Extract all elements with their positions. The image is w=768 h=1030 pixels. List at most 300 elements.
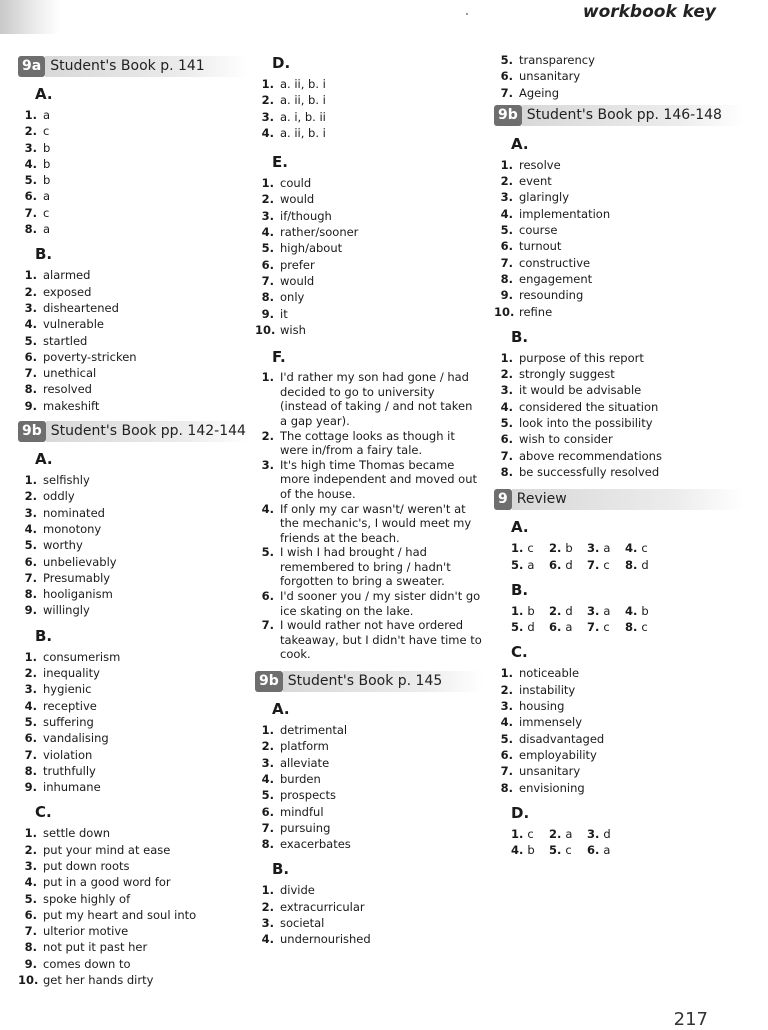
item-number: 1. bbox=[261, 77, 274, 91]
item-answer: prefer bbox=[280, 257, 315, 272]
item-answer: suffering bbox=[43, 714, 94, 729]
item-number: 6. bbox=[24, 731, 37, 746]
page-header-title: workbook key bbox=[582, 2, 716, 22]
item-number: 2. bbox=[549, 826, 562, 841]
item-number: 4. bbox=[625, 603, 638, 618]
item-number: 8. bbox=[625, 557, 638, 572]
item-number: 8. bbox=[500, 271, 513, 286]
answer-item bbox=[255, 370, 483, 428]
item-answer: wish bbox=[280, 322, 306, 337]
item-number: 2. bbox=[261, 739, 274, 754]
item-number: 3. bbox=[24, 858, 37, 873]
item-answer: The cottage looks as though it were in/from a fairy tale. bbox=[280, 428, 455, 458]
answer-item bbox=[18, 907, 248, 923]
answer-grid-cell bbox=[625, 557, 663, 573]
answer-item bbox=[255, 257, 483, 273]
item-answer: unsanitary bbox=[519, 764, 581, 779]
item-answer: b bbox=[565, 541, 573, 556]
item-number: 1. bbox=[261, 370, 274, 385]
item-answer: not put it past her bbox=[43, 940, 148, 955]
item-number: 2. bbox=[24, 842, 37, 857]
unit-badge: 9b bbox=[255, 671, 283, 692]
answer-item bbox=[255, 502, 483, 546]
answer-item bbox=[494, 85, 744, 101]
unit-badge: 9 bbox=[494, 489, 512, 510]
item-number: 6. bbox=[549, 557, 562, 572]
answer-grid-cell bbox=[549, 842, 587, 858]
item-answer: consumerism bbox=[43, 649, 121, 664]
answer-item bbox=[18, 586, 248, 602]
answer-item bbox=[255, 545, 483, 589]
item-number: 3. bbox=[24, 505, 37, 520]
answer-item bbox=[18, 649, 248, 665]
item-number: 8. bbox=[24, 940, 37, 955]
answer-item bbox=[494, 206, 744, 222]
item-answer: a bbox=[603, 843, 611, 858]
answer-item bbox=[18, 156, 248, 172]
item-answer: be successfully resolved bbox=[519, 464, 660, 479]
item-number: 5. bbox=[24, 173, 37, 188]
answer-grid-cell bbox=[549, 826, 587, 842]
unit-heading-9b bbox=[18, 420, 248, 442]
item-number: 6. bbox=[500, 747, 513, 762]
answer-grid-cell bbox=[625, 540, 663, 556]
answer-item bbox=[18, 779, 248, 795]
item-answer: settle down bbox=[43, 826, 111, 841]
item-answer: transparency bbox=[519, 53, 595, 67]
item-number: 8. bbox=[261, 837, 274, 852]
page-number: 217 bbox=[673, 1009, 708, 1030]
answer-list bbox=[494, 350, 744, 480]
unit-heading-9a bbox=[18, 55, 248, 77]
item-answer: c bbox=[527, 541, 534, 556]
item-answer: disheartened bbox=[43, 300, 119, 315]
unit-title: Student's Book p. 141 bbox=[45, 56, 248, 77]
answer-item bbox=[494, 431, 744, 447]
item-answer: envisioning bbox=[519, 780, 585, 795]
answer-grid-cell bbox=[587, 603, 625, 619]
answer-list bbox=[255, 882, 483, 947]
answer-item bbox=[18, 698, 248, 714]
item-number: 4. bbox=[500, 399, 513, 414]
answer-grid-row bbox=[511, 557, 744, 573]
unit-badge: 9b bbox=[18, 421, 46, 442]
item-number: 5. bbox=[24, 538, 37, 553]
answer-grid-cell bbox=[625, 619, 663, 635]
answer-item bbox=[494, 238, 744, 254]
item-number: 8. bbox=[625, 620, 638, 635]
item-answer: Ageing bbox=[519, 85, 560, 100]
item-answer: considered the situation bbox=[519, 399, 659, 414]
item-answer: platform bbox=[280, 739, 329, 754]
answer-item bbox=[18, 747, 248, 763]
item-answer: extracurricular bbox=[280, 899, 365, 914]
item-number: 4. bbox=[500, 715, 513, 730]
item-answer: c bbox=[527, 826, 534, 841]
answer-item bbox=[18, 188, 248, 204]
answer-item bbox=[494, 665, 744, 681]
answer-item bbox=[494, 382, 744, 398]
item-number: 6. bbox=[24, 554, 37, 569]
item-number: 6. bbox=[500, 239, 513, 254]
item-answer: unethical bbox=[43, 366, 97, 381]
item-answer: would bbox=[280, 273, 315, 288]
answer-item bbox=[494, 698, 744, 714]
item-number: 2. bbox=[24, 124, 37, 139]
item-number: 1. bbox=[24, 649, 37, 664]
item-answer: a. ii, b. i bbox=[280, 125, 326, 140]
answer-item bbox=[494, 415, 744, 431]
item-number: 2. bbox=[24, 284, 37, 299]
item-number: 3. bbox=[500, 190, 513, 205]
item-answer: a bbox=[527, 557, 535, 572]
item-answer: housing bbox=[519, 699, 565, 714]
item-number: 5. bbox=[24, 891, 37, 906]
item-answer: truthfully bbox=[43, 763, 96, 778]
item-number: 3. bbox=[261, 916, 274, 930]
item-number: 7. bbox=[24, 924, 37, 939]
answer-item bbox=[255, 273, 483, 289]
item-answer: Presumably bbox=[43, 570, 111, 585]
item-number: 8. bbox=[500, 464, 513, 479]
item-number: 3. bbox=[261, 208, 274, 223]
answer-item bbox=[494, 350, 744, 366]
item-number: 6. bbox=[500, 432, 513, 447]
unit-heading-9b-145 bbox=[255, 670, 483, 692]
item-number: 2. bbox=[500, 174, 513, 189]
answer-item bbox=[255, 109, 483, 125]
item-number: 3. bbox=[500, 699, 513, 714]
answer-item bbox=[255, 618, 483, 662]
item-number: 4. bbox=[24, 521, 37, 536]
item-answer: c bbox=[43, 205, 50, 220]
item-answer: could bbox=[280, 176, 312, 191]
item-answer: d bbox=[641, 557, 649, 572]
item-number: 4. bbox=[511, 843, 524, 858]
item-answer: exacerbates bbox=[280, 837, 351, 852]
answer-list bbox=[255, 370, 483, 662]
answer-item bbox=[494, 747, 744, 763]
item-number: 2. bbox=[500, 367, 513, 382]
answer-item bbox=[18, 681, 248, 697]
item-number: 8. bbox=[261, 290, 274, 305]
item-number: 1. bbox=[511, 603, 524, 618]
answer-item bbox=[18, 381, 248, 397]
item-number: 5. bbox=[500, 53, 513, 67]
item-number: 6. bbox=[24, 189, 37, 204]
section-letter: B. bbox=[35, 626, 53, 645]
answer-list bbox=[18, 267, 248, 414]
answer-item bbox=[494, 157, 744, 173]
item-number: 3. bbox=[587, 603, 600, 618]
item-answer: strongly suggest bbox=[519, 367, 615, 382]
answer-grid-row bbox=[511, 603, 744, 619]
item-answer: receptive bbox=[43, 698, 97, 713]
answer-item bbox=[18, 472, 248, 488]
item-number: 3. bbox=[24, 300, 37, 315]
item-number: 5. bbox=[261, 788, 274, 803]
item-answer: inhumane bbox=[43, 780, 101, 795]
item-number: 4. bbox=[261, 771, 274, 786]
item-answer: glaringly bbox=[519, 190, 570, 205]
item-answer: it bbox=[280, 306, 288, 321]
item-number: 4. bbox=[261, 932, 274, 947]
item-number: 7. bbox=[500, 85, 513, 100]
item-answer: divide bbox=[280, 883, 315, 898]
item-answer: detrimental bbox=[280, 723, 348, 738]
item-number: 3. bbox=[24, 682, 37, 697]
answer-item bbox=[494, 271, 744, 287]
item-answer: put your mind at ease bbox=[43, 842, 171, 857]
item-answer: engagement bbox=[519, 271, 593, 286]
item-number: 5. bbox=[261, 241, 274, 256]
item-answer: b bbox=[43, 140, 51, 155]
item-answer: disadvantaged bbox=[519, 731, 605, 746]
item-number: 4. bbox=[261, 225, 274, 240]
item-number: 1. bbox=[24, 268, 37, 283]
item-number: 1. bbox=[261, 176, 274, 191]
item-number: 7. bbox=[500, 255, 513, 270]
item-number: 7. bbox=[24, 205, 37, 220]
answer-item bbox=[255, 76, 483, 92]
section-letter: A. bbox=[35, 85, 53, 103]
answer-item bbox=[18, 537, 248, 553]
answer-item bbox=[18, 956, 248, 972]
item-number: 5. bbox=[24, 333, 37, 348]
unit-heading-9b-146 bbox=[494, 105, 744, 127]
answer-item bbox=[18, 205, 248, 221]
item-answer: burden bbox=[280, 771, 321, 786]
item-number: 6. bbox=[261, 257, 274, 272]
answer-item bbox=[255, 722, 483, 738]
answer-item bbox=[18, 858, 248, 874]
item-number: 2. bbox=[549, 603, 562, 618]
item-number: 1. bbox=[24, 108, 37, 122]
answer-item bbox=[494, 399, 744, 415]
answer-item bbox=[18, 365, 248, 381]
item-answer: a. i, b. ii bbox=[280, 109, 326, 124]
answer-item bbox=[18, 284, 248, 300]
item-number: 6. bbox=[261, 804, 274, 819]
item-answer: I wish I had brought / had remembered to bring / hadn't forgotten to bring a sweater. bbox=[280, 545, 451, 589]
item-number: 1. bbox=[261, 723, 274, 738]
item-answer: above recommendations bbox=[519, 448, 662, 463]
item-number: 8. bbox=[24, 587, 37, 602]
item-number: 8. bbox=[500, 780, 513, 795]
answer-item bbox=[255, 208, 483, 224]
section-letter: C. bbox=[35, 803, 52, 822]
item-number: 9. bbox=[261, 306, 274, 321]
item-number: 4. bbox=[625, 541, 638, 556]
item-answer: get her hands dirty bbox=[43, 973, 154, 988]
item-answer: implementation bbox=[519, 206, 611, 221]
item-number: 2. bbox=[261, 93, 274, 108]
item-number: 7. bbox=[500, 448, 513, 463]
item-answer: put in a good word for bbox=[43, 875, 171, 890]
item-answer: constructive bbox=[519, 255, 591, 270]
answer-item bbox=[255, 738, 483, 754]
answer-item bbox=[255, 589, 483, 618]
answer-item bbox=[18, 923, 248, 939]
item-number: 3. bbox=[261, 755, 274, 770]
item-number: 3. bbox=[500, 383, 513, 398]
item-number: 2. bbox=[24, 666, 37, 681]
item-answer: a bbox=[43, 108, 51, 122]
item-answer: comes down to bbox=[43, 956, 131, 971]
item-number: 7. bbox=[24, 366, 37, 381]
item-number: 8. bbox=[24, 382, 37, 397]
item-number: 2. bbox=[500, 682, 513, 697]
unit-title: Student's Book pp. 146-148 bbox=[522, 105, 744, 126]
item-number: 1. bbox=[500, 157, 513, 172]
answer-item bbox=[18, 398, 248, 414]
answer-item bbox=[494, 222, 744, 238]
item-answer: b bbox=[641, 603, 649, 618]
item-number: 6. bbox=[500, 69, 513, 84]
answer-item bbox=[18, 221, 248, 237]
answer-item bbox=[255, 882, 483, 898]
item-number: 7. bbox=[24, 747, 37, 762]
answer-item bbox=[18, 602, 248, 618]
answer-item bbox=[255, 289, 483, 305]
item-number: 9. bbox=[24, 956, 37, 971]
item-answer: rather/sooner bbox=[280, 225, 359, 240]
item-answer: unsanitary bbox=[519, 69, 581, 84]
unit-heading-review bbox=[494, 488, 744, 510]
item-answer: immensely bbox=[519, 715, 583, 730]
item-number: 4. bbox=[261, 501, 274, 516]
item-number: 5. bbox=[500, 731, 513, 746]
item-answer: ulterior motive bbox=[43, 924, 129, 939]
item-answer: a bbox=[565, 620, 573, 635]
answer-item bbox=[255, 92, 483, 108]
section-letter: A. bbox=[511, 518, 529, 537]
item-answer: c bbox=[43, 124, 50, 139]
answer-grid-cell bbox=[587, 540, 625, 556]
answer-grid-cell bbox=[549, 603, 587, 619]
unit-title: Review bbox=[512, 489, 744, 510]
section-letter: A. bbox=[272, 700, 290, 719]
answer-grid-row bbox=[511, 826, 744, 842]
answer-item bbox=[18, 891, 248, 907]
item-number: 2. bbox=[549, 541, 562, 556]
answer-list bbox=[18, 649, 248, 796]
answer-item bbox=[255, 306, 483, 322]
answer-grid-cell bbox=[587, 619, 625, 635]
answer-list bbox=[494, 157, 744, 320]
answer-grid-cell bbox=[511, 557, 549, 573]
answer-item bbox=[255, 175, 483, 191]
answer-list bbox=[494, 665, 744, 795]
item-answer: selfishly bbox=[43, 473, 90, 488]
answer-item bbox=[18, 316, 248, 332]
item-number: 4. bbox=[261, 125, 274, 140]
answer-grid-row bbox=[511, 540, 744, 556]
item-answer: a. ii, b. i bbox=[280, 93, 326, 108]
item-answer: c bbox=[603, 620, 610, 635]
section-letter: B. bbox=[511, 327, 529, 346]
answer-item bbox=[18, 107, 248, 123]
item-answer: b bbox=[527, 603, 535, 618]
item-answer: poverty-stricken bbox=[43, 349, 137, 364]
item-number: 3. bbox=[261, 109, 274, 124]
item-number: 6. bbox=[24, 349, 37, 364]
item-number: 1. bbox=[24, 473, 37, 488]
item-answer: put my heart and soul into bbox=[43, 907, 197, 922]
section-letter: B. bbox=[35, 245, 53, 264]
item-answer: worthy bbox=[43, 538, 83, 553]
answer-list bbox=[255, 722, 483, 852]
item-number: 10. bbox=[494, 304, 515, 319]
answer-item bbox=[18, 140, 248, 156]
item-answer: event bbox=[519, 174, 552, 189]
section-letter: B. bbox=[272, 860, 290, 879]
item-answer: hygienic bbox=[43, 682, 92, 697]
item-answer: d bbox=[565, 557, 573, 572]
item-answer: vulnerable bbox=[43, 317, 104, 332]
item-number: 1. bbox=[511, 541, 524, 556]
answer-item bbox=[255, 771, 483, 787]
item-number: 8. bbox=[24, 763, 37, 778]
item-answer: resolved bbox=[43, 382, 92, 397]
item-answer: b bbox=[43, 173, 51, 188]
item-number: 9. bbox=[24, 398, 37, 413]
item-answer: wish to consider bbox=[519, 432, 613, 447]
answer-item bbox=[255, 322, 483, 338]
answer-list bbox=[255, 175, 483, 338]
answer-item bbox=[18, 172, 248, 188]
item-answer: noticeable bbox=[519, 666, 580, 681]
item-number: 7. bbox=[587, 620, 600, 635]
answer-item bbox=[494, 68, 744, 84]
item-number: 8. bbox=[24, 222, 37, 237]
item-answer: willingly bbox=[43, 603, 90, 618]
answer-item bbox=[18, 349, 248, 365]
item-answer: c bbox=[641, 620, 648, 635]
item-answer: I would rather not have ordered takeaway, but I didn't have time to cook. bbox=[280, 618, 482, 662]
item-answer: c bbox=[603, 557, 610, 572]
answer-item bbox=[18, 939, 248, 955]
item-number: 1. bbox=[500, 666, 513, 681]
item-number: 3. bbox=[587, 541, 600, 556]
item-answer: purpose of this report bbox=[519, 350, 644, 365]
item-answer: alarmed bbox=[43, 268, 91, 283]
item-answer: instability bbox=[519, 682, 576, 697]
item-answer: look into the possibility bbox=[519, 416, 653, 431]
item-answer: c bbox=[641, 541, 648, 556]
answer-item bbox=[18, 714, 248, 730]
answer-item bbox=[494, 255, 744, 271]
item-answer: nominated bbox=[43, 505, 105, 520]
answer-item bbox=[494, 366, 744, 382]
answer-grid-cell bbox=[549, 557, 587, 573]
answer-grid-cell bbox=[511, 826, 549, 842]
answer-grid-row bbox=[511, 842, 744, 858]
answer-item bbox=[494, 682, 744, 698]
answer-item bbox=[18, 333, 248, 349]
section-letter: F. bbox=[272, 348, 286, 367]
answer-grid-row bbox=[511, 619, 744, 635]
answer-item bbox=[255, 931, 483, 947]
section-letter: D. bbox=[511, 803, 530, 822]
answer-grid bbox=[494, 603, 744, 636]
answer-item bbox=[18, 842, 248, 858]
item-answer: vandalising bbox=[43, 731, 109, 746]
answer-grid-cell bbox=[511, 842, 549, 858]
answer-item bbox=[494, 304, 744, 320]
item-answer: undernourished bbox=[280, 932, 371, 947]
column-middle bbox=[255, 52, 483, 948]
